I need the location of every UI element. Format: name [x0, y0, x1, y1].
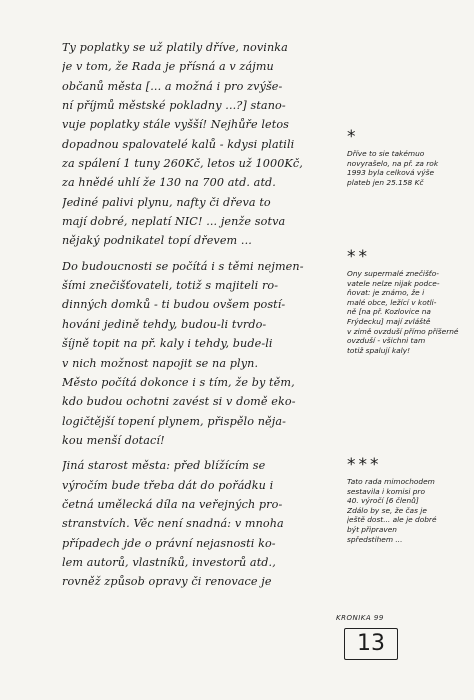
text-line: kou menší dotací! — [62, 433, 165, 447]
main-text-column — [62, 38, 334, 592]
text-line: za hnědé uhlí že 130 na 700 atd. atd. — [62, 176, 276, 190]
asterisk-icon: *** — [347, 455, 382, 475]
asterisk-icon: * — [347, 127, 359, 147]
text-line: kdo budou ochotni zavést si v domě eko- — [62, 395, 296, 409]
text-line: ní příjmů městské pokladny ...?] stano- — [62, 99, 286, 113]
note-line: ně [na př. Kozlovice na — [347, 307, 431, 317]
text-line: Do budoucnosti se počítá i s těmi nejmen- — [62, 259, 304, 273]
note-line: ňovat: je známo, že i — [347, 288, 425, 298]
note-line: Frýdecku] mají zvláště — [347, 316, 431, 326]
margin-note-3 — [347, 456, 467, 544]
paragraph-3 — [62, 456, 334, 591]
text-line: dopadnou spalovatelé kalů - kdysi platili — [62, 137, 295, 151]
text-line: mají dobré, neplatí NIC! ... jenže sotva — [62, 215, 286, 229]
text-line: lem autorů, vlastníků, investorů atd., — [62, 555, 276, 569]
note-line: Dříve to sie takémuo — [347, 149, 425, 158]
text-line: Město počítá dokonce i s tím, že by těm, — [62, 375, 295, 389]
text-line: rovněž způsob opravy či renovace je — [62, 575, 272, 589]
note-line: 1993 byla celková výše — [347, 168, 435, 178]
text-line: logičtější topení plynem, přispělo něja- — [62, 414, 286, 428]
margin-note-2 — [347, 248, 467, 355]
text-line: dinných domků - ti budou ovšem postí- — [62, 298, 286, 312]
text-line: Ty poplatky se už platily dříve, novinka — [62, 41, 288, 54]
note-line: novyrašelo, na př. za rok — [347, 158, 439, 168]
asterisk-icon: ** — [347, 247, 370, 267]
note-line: totiž spalují kaly! — [347, 345, 411, 355]
note-line: ještě dost... ale je dobré — [347, 515, 437, 525]
paragraph-1 — [62, 38, 334, 251]
text-line: stranstvích. Věc není snadná: v mnoha — [62, 517, 284, 531]
margin-note-1 — [347, 128, 467, 187]
note-line: vatele nelze nijak podce- — [347, 278, 440, 288]
note-line: Ony supermalé znečišťo- — [347, 269, 439, 278]
paragraph-2 — [62, 257, 334, 450]
note-line: plateb jen 25.158 Kč — [347, 177, 424, 187]
chronicle-stamp: KRONIKA 99 — [336, 614, 384, 622]
text-line: za spálení 1 tuny 260Kč, letos už 1000Kč, — [62, 157, 303, 171]
text-line: případech jde o právní nejasnosti ko- — [62, 536, 276, 550]
text-line: v nich možnost napojit se na plyn. — [62, 356, 259, 370]
note-line: být připraven — [347, 524, 397, 534]
text-line: vuje poplatky stále vyšší! Nejhůře letos — [62, 118, 290, 132]
text-line: hováni jedině tehdy, budou-li tvrdo- — [62, 317, 267, 331]
note-line: Tato rada mimochodem — [347, 477, 435, 486]
text-line: Jediné palivi plynu, nafty či dřeva to — [62, 195, 271, 209]
text-line: nějaký podnikatel topí dřevem ... — [62, 234, 252, 248]
note-line: sestavila i komisi pro — [347, 486, 425, 496]
text-line: občanů města [... a možná i pro zvýše- — [62, 79, 283, 93]
text-line: četná umělecká díla na veřejných pro- — [62, 497, 283, 511]
text-line: šíjně topit na př. kaly i tehdy, bude-li — [62, 337, 273, 351]
text-line: je v tom, že Rada je přísná a v zájmu — [62, 60, 274, 74]
note-line: 40. výročí [6 členů] — [347, 496, 419, 506]
note-line: ovzduší - všichni tam — [347, 336, 426, 346]
note-line: malé obce, ležící v kotli- — [347, 297, 437, 307]
text-line: výročím bude třeba dát do pořádku i — [62, 478, 274, 492]
note-line: Zdálo by se, že čas je — [347, 505, 427, 515]
page-number: 13 — [344, 628, 398, 660]
text-line: šími znečišťovateli, totiž s majiteli ro- — [62, 279, 279, 293]
note-line: v zimě ovzduší přímo příšerné — [347, 326, 459, 336]
note-line: spředstihem ... — [347, 534, 403, 544]
text-line: Jiná starost města: před blížícím se — [62, 459, 266, 473]
